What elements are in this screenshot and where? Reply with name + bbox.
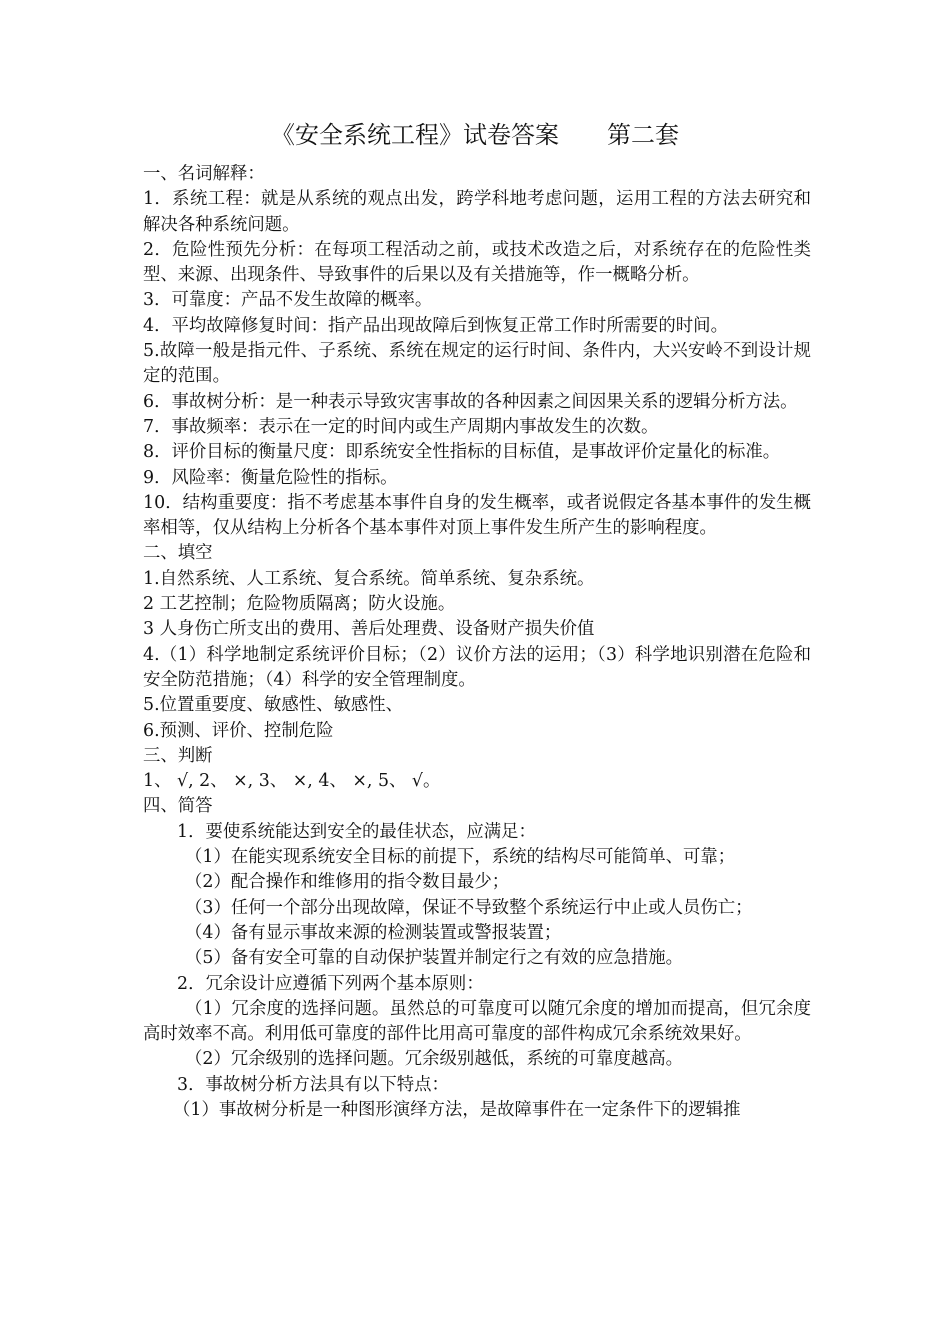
definition-item-3: 3．可靠度：产品不发生故障的概率。 (143, 290, 433, 311)
short-answer-q3-title: 3．事故树分析方法具有以下特点： (177, 1074, 449, 1095)
definition-item-8: 8．评价目标的衡量尺度：即系统安全性指标的目标值，是事故评价定量化的标准。 (143, 442, 781, 463)
short-answer-q3-point-1: （1）事故树分析是一种图形演绎方法，是故障事件在一定条件下的逻辑推 (173, 1099, 741, 1120)
short-answer-q2-point-2: （2）冗余级别的选择问题。冗余级别越低，系统的可靠度越高。 (185, 1049, 684, 1070)
short-answer-q1-point-4: （4）备有显示事故来源的检测装置或警报装置； (185, 922, 562, 943)
short-answer-q1-point-1: （1）在能实现系统安全目标的前提下，系统的结构尽可能简单、可靠； (185, 847, 736, 868)
fill-in-item-6: 6.预测、评价、控制危险 (143, 720, 334, 741)
definition-item-1: 1．系统工程：就是从系统的观点出发，跨学科地考虑问题，运用工程的方法去研究和解决各种系统问题。 (143, 189, 811, 235)
short-answer-q1-title: 1．要使系统能达到安全的最佳状态，应满足： (177, 821, 536, 842)
document-body (143, 162, 811, 1123)
short-answer-q2-point-1: （1）冗余度的选择问题。虽然总的可靠度可以随冗余度的增加而提高，但冗余度高时效率不高。利用低可靠度的部件比用高可靠度的部件构成冗余系统效果好。 (143, 998, 811, 1045)
judgement-answer: 1、 √, 2、 ×, 3、 ×, 4、 ×, 5、 √。 (143, 771, 441, 792)
definition-item-2: 2．危险性预先分析：在每项工程活动之前，或技术改造之后，对系统存在的危险性类型、来源、出现条件、导致事件的后果以及有关措施等，作一概略分析。 (143, 239, 811, 286)
short-answer-q1-point-5: （5）备有安全可靠的自动保护装置并制定行之有效的应急措施。 (185, 948, 684, 969)
definition-item-4: 4．平均故障修复时间：指产品出现故障后到恢复正常工作时所需要的时间。 (143, 315, 728, 336)
fill-in-item-5: 5.位置重要度、敏感性、敏感性、 (143, 695, 404, 716)
section-heading-judgement: 三、判断 (143, 745, 213, 766)
short-answer-q1-point-3: （3）任何一个部分出现故障，保证不导致整个系统运行中止或人员伤亡； (185, 897, 753, 918)
section-heading-definitions: 一、名词解释： (143, 164, 265, 184)
fill-in-item-1: 1.自然系统、人工系统、复合系统。简单系统、复杂系统。 (143, 568, 595, 589)
definition-item-5: 5.故障一般是指元件、子系统、系统在规定的运行时间、条件内，大兴安岭不到设计规定的范围。 (143, 341, 811, 387)
definition-item-6: 6．事故树分析：是一种表示导致灾害事故的各种因素之间因果关系的逻辑分析方法。 (143, 391, 798, 412)
section-heading-fill-in: 二、填空 (143, 543, 213, 564)
definition-item-10: 10．结构重要度：指不考虑基本事件自身的发生概率，或者说假定各基本事件的发生概率相等，仅从结构上分析各个基本事件对顶上事件发生所产生的影响程度。 (143, 492, 811, 539)
page-title: 《安全系统工程》试卷答案 第二套 (271, 121, 679, 149)
short-answer-q1-point-2: （2）配合操作和维修用的指令数目最少； (185, 872, 510, 893)
section-heading-short-answer: 四、简答 (143, 796, 213, 817)
definition-item-7: 7．事故频率：表示在一定的时间内或生产周期内事故发生的次数。 (143, 416, 659, 437)
definition-item-9: 9．风险率：衡量危险性的指标。 (143, 467, 398, 488)
fill-in-item-2: 2 工艺控制；危险物质隔离；防火设施。 (143, 594, 456, 615)
fill-in-item-4: 4.（1）科学地制定系统评价目标；（2）议价方法的运用；（3）科学地识别潜在危险和安全防范措施；（4）科学的安全管理制度。 (143, 644, 811, 690)
short-answer-q2-title: 2．冗余设计应遵循下列两个基本原则： (177, 973, 484, 994)
fill-in-item-3: 3 人身伤亡所支出的费用、善后处理费、设备财产损失价值 (143, 619, 595, 640)
